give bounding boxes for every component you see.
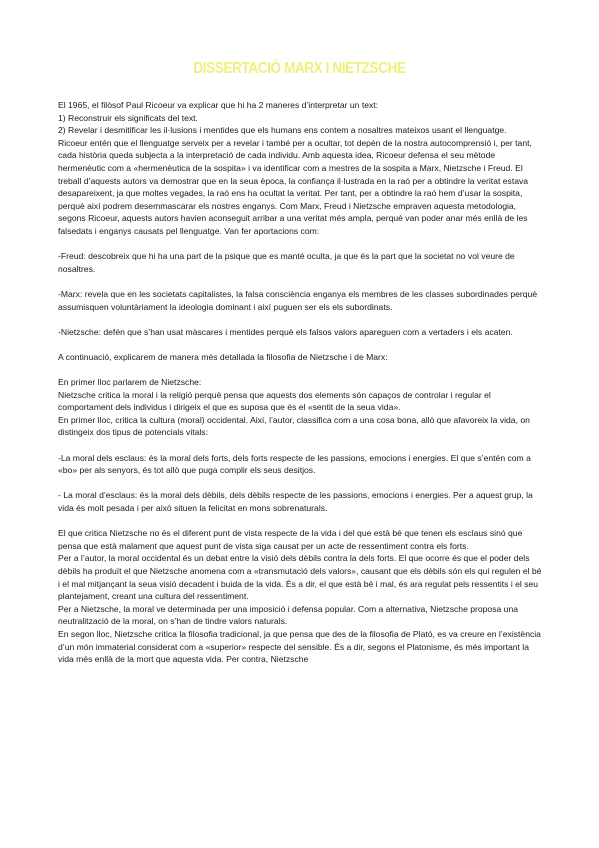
paragraph: 1) Reconstruir els significats del text.: [58, 112, 198, 123]
document-title: DISSERTACIÓ MARX I NIETZSCHE: [193, 60, 406, 77]
paragraph: 2) Revelar i desmitificar les il·lusions i mentides que els humans ens contem a nosaltres mateixos usant el llenguatge.: [58, 125, 507, 136]
paragraph: Per a Nietzsche, la moral ve determinada per una imposició i defensa popular. Com a alternativa, Nietzsche proposa una neutralització de la moral, on s’han de tindre valors naturals.: [58, 603, 519, 627]
paragraph-spacer: [58, 477, 543, 490]
paragraph: En segon lloc, Nietzsche critica la filosofia tradicional, ja que pensa que des de la filosofia de Plató, es va creure en l’existència d’un món immaterial considerat com a «superior» respecte del sensible. És a dir, segons el Platonisme, és més important la vida més enllà de la mort que aquesta vida. Per contra, Nietzsche: [58, 628, 541, 665]
paragraph: A continuació, explicarem de manera més detallada la filosofia de Nietzsche i de Marx:: [58, 351, 388, 362]
paragraph: Ricoeur entén que el llenguatge serveix per a revelar i també per a ocultar, tot depén de la nostra autocomprensió i, per tant, cada història queda subjecta a la interpretació de cada individu. Amb aquesta idea, Ricoeur defensa el seu mètode hermenèutic com a «hermenèutica de la sospita» i va identificar com a mestres de la sospita a Marx, Nietzsche i Freud. El treball d’aquests autors va demostrar que en la seua època, la confiança il·lustrada en la raó per a obtindre la veritat estava desapareixent, ja que moltes vegades, la raó ens ha ocultat la veritat. Per tant, per a obtindre la raó hem d’usar la sospita, perquè així podrem desemmascarar els nostres enganys. Com Marx, Freud i Nietzsche empraven aquesta metodologia, segons Ricoeur, aquests autors havien aconseguit arribar a una veritat més ampla, perquè van poder anar més enllà de les falsedats i enganys causats pel llenguatge. Van fer aportacions com:: [58, 137, 532, 236]
paragraph: Per a l’autor, la moral occidental és un debat entre la visió dels dèbils contra la dels forts. El que ocorre és que el poder dels dèbils ha produït el que Nietzsche anomena com a «transmutació dels valors», causant que els dèbils són els qui regulen el bé i el mal mitjançant la seua visió decadent i buida de la vida. És a dir, el que està bé i mal, és ara regulat pels ressentits i el seu plantejament, creant una cultura del ressentiment.: [58, 553, 542, 602]
paragraph: En primer lloc, critica la cultura (moral) occidental. Així, l’autor, classifica com a una cosa bona, allò que afavoreix la vida, on distingeix dos tipus de potencials vitals:: [58, 414, 530, 438]
paragraph-spacer: [58, 363, 543, 376]
paragraph-spacer: [58, 338, 543, 351]
paragraph-spacer: [58, 313, 543, 326]
paragraph: Nietzsche critica la moral i la religió perquè pensa que aquests dos elements són capaços de controlar i regular el comportament dels individus i dirigeix el que es suposa que és el «sentit de la seua vida».: [58, 389, 491, 413]
paragraph-spacer: [58, 439, 543, 452]
paragraph: -Marx: revela que en les societats capitalistes, la falsa consciència enganya els membres de les classes subordinades perquè assumisquen voluntàriament la ideologia dominant i així puguen ser els els subordinats.: [58, 288, 538, 312]
paragraph: -La moral dels esclaus: és la moral dels forts, dels forts respecte de les passions, emocions i energies. El que s’entén com a «bo» per als senyors, és tot allò que puga complir els seus desitjos.: [58, 452, 531, 476]
paragraph-spacer: [58, 515, 543, 528]
paragraph: -Nietzsche: defén que s’han usat màscares i mentides perquè els falsos valors apareguen com a vertaders i els acaten.: [58, 326, 513, 337]
paragraph-spacer: [58, 238, 543, 251]
document-body: [58, 99, 543, 666]
paragraph: En primer lloc parlarem de Nietzsche:: [58, 377, 202, 388]
paragraph: -Freud: descobreix que hi ha una part de la psique que es manté oculta, ja que és la part que la societat no vol veure de nosaltres.: [58, 251, 515, 274]
paragraph: El 1965, el filòsof Paul Ricoeur va explicar que hi ha 2 maneres d’interpretar un text:: [58, 100, 379, 110]
paragraph-spacer: [58, 275, 543, 288]
paragraph: - La moral d’esclaus: és la moral dels dèbils, dels dèbils respecte de les passions, emocions i energies. Per a aquest grup, la vida és molt pesada i per això situen la felicitat en mons sobrenaturals.: [58, 490, 533, 513]
paragraph: El que critica Nietzsche no és el diferent punt de vista respecte de la vida i del que està bé que tenen els esclaus sinó que pensa que està malament que aquest punt de vista siga causat per un acte de ressentiment contra els forts.: [58, 528, 523, 551]
